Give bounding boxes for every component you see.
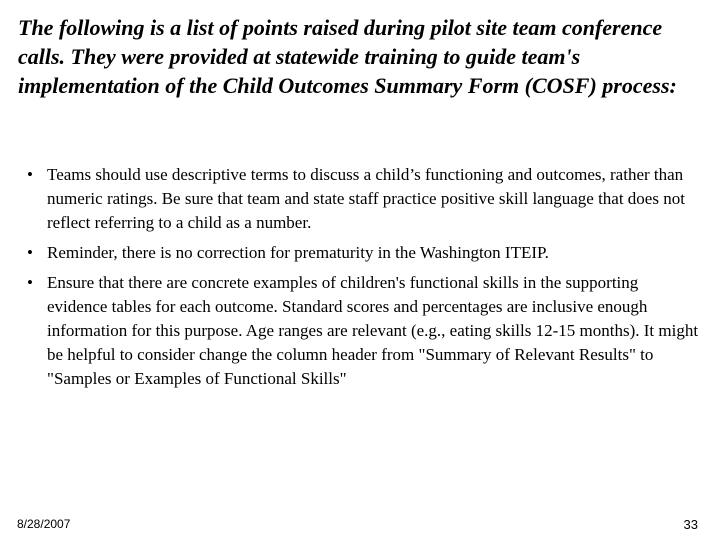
bullet-item	[0, 241, 720, 265]
bullet-icon: •	[27, 165, 33, 184]
footer-date: 8/28/2007	[17, 517, 71, 531]
bullet-text: Teams should use descriptive terms to discuss a child’s functioning and outcomes, rather than numeric ratings. Be sure that team and state staff practice positive skill language that does not reflect referring to a child as a number.	[47, 165, 685, 232]
slide-title: The following is a list of points raised during pilot site team conference calls. They were provided at statewide training to guide team's implementation of the Child Outcomes Summary Form (COSF) process:	[18, 15, 677, 98]
bullet-item	[0, 271, 720, 391]
bullet-list	[0, 163, 720, 391]
bullet-text: Ensure that there are concrete examples of children's functional skills in the supporting evidence tables for each outcome. Standard scores and percentages are inclusive enough information for this purpose. Age ranges are relevant (e.g., eating skills 12-15 months). It might be helpful to consider change the column header from "Summary of Relevant Results" to "Samples or Examples of Functional Skills"	[47, 273, 699, 388]
bullet-icon: •	[27, 243, 33, 262]
bullet-text: Reminder, there is no correction for prematurity in the Washington ITEIP.	[47, 243, 549, 262]
bullet-icon: •	[27, 273, 33, 292]
bullet-item	[0, 163, 720, 235]
page-number: 33	[683, 517, 698, 532]
